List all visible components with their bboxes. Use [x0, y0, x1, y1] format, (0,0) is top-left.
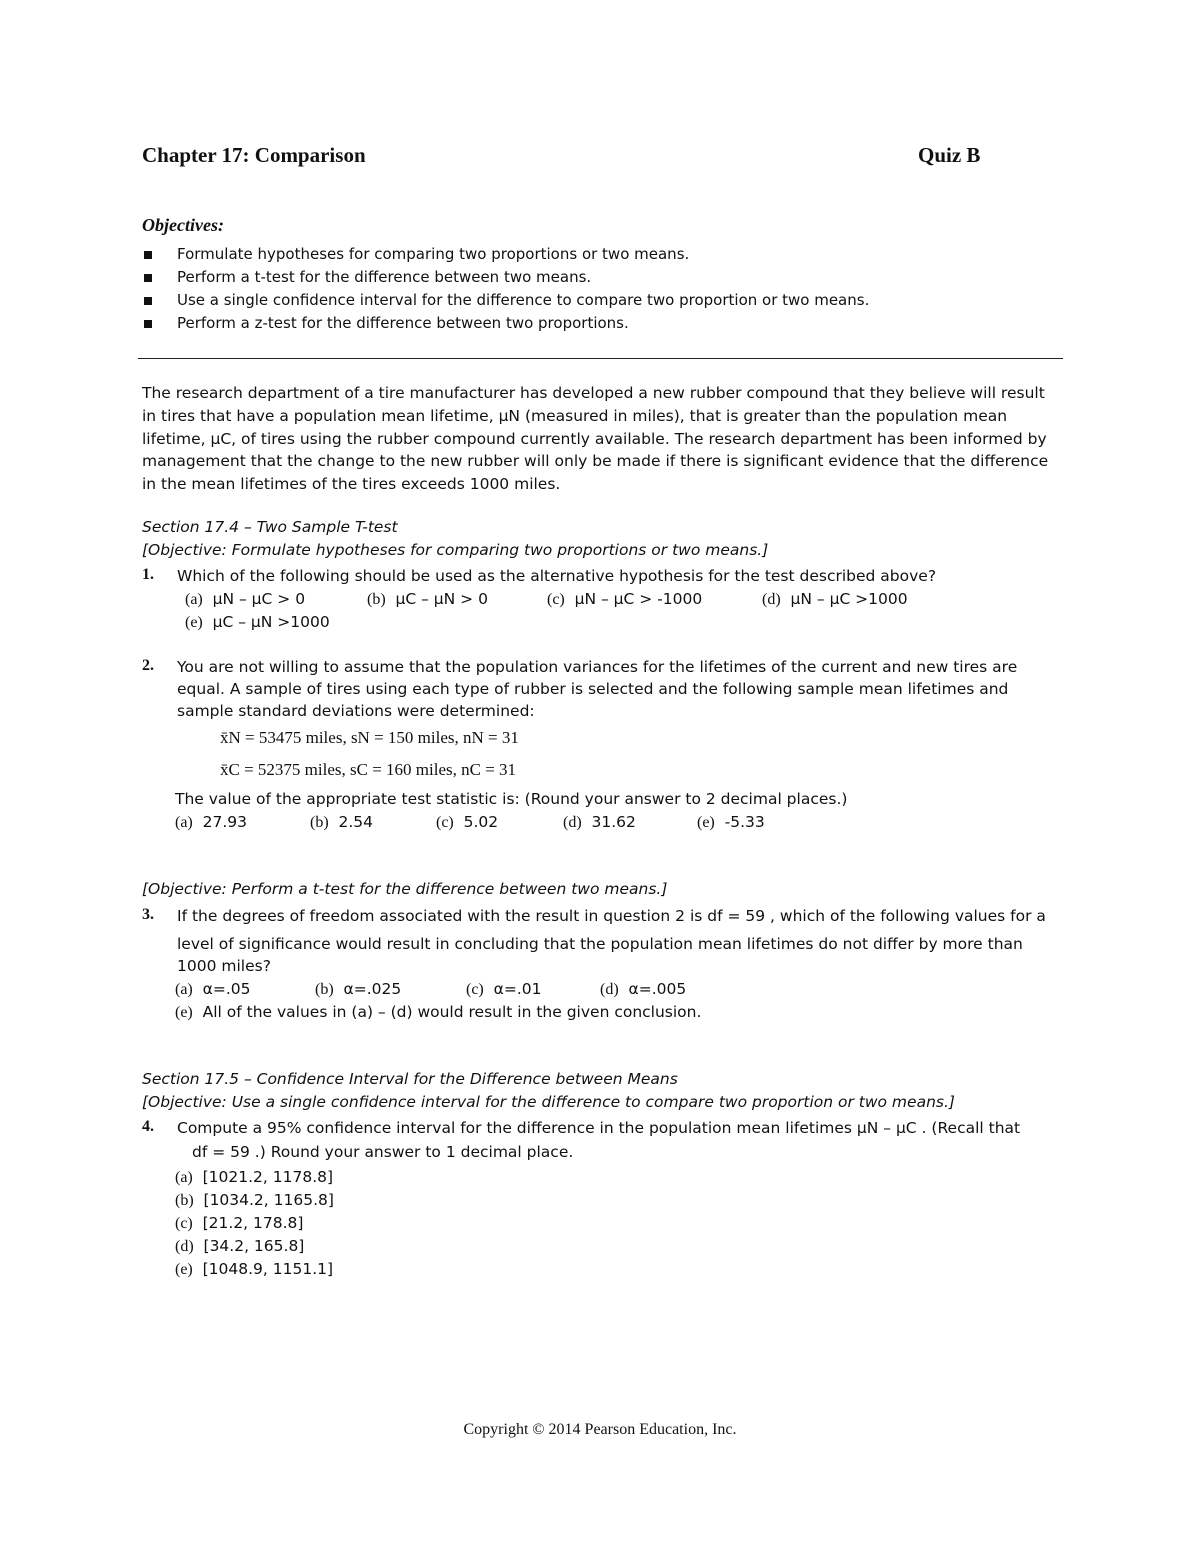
section-objective: [Objective: Perform a t-test for the difference between two means.]: [142, 880, 668, 898]
objective-item: Formulate hypotheses for comparing two proportions or two means.: [177, 245, 689, 263]
objectives-heading: Objectives:: [142, 215, 224, 235]
question-text: equal. A sample of tires using each type of rubber is selected and the following sample mean lifetimes and: [177, 680, 1009, 698]
section-title: Section 17.4 – Two Sample T-test: [142, 518, 398, 536]
question-text: df = 59 .) Round your answer to 1 decimal place.: [192, 1143, 574, 1161]
section-objective: [Objective: Use a single confidence interval for the difference to compare two proportion or two means.]: [142, 1093, 955, 1111]
question-number: 3.: [142, 906, 154, 923]
bullet-icon: [144, 251, 152, 259]
answer-option: (c) μN – μC > -1000: [547, 590, 703, 608]
question-text: Which of the following should be used as the alternative hypothesis for the test described above?: [177, 567, 937, 585]
answer-option: (d) μN – μC >1000: [762, 590, 908, 608]
sample-stats-new: x̄N = 53475 miles, sN = 150 miles, nN = 31: [220, 728, 519, 747]
bullet-icon: [144, 274, 152, 282]
section-title: Section 17.5 – Confidence Interval for the Difference between Means: [142, 1070, 678, 1088]
chapter-title: Chapter 17: Comparison: [142, 143, 366, 167]
answer-option: (c) [21.2, 178.8]: [175, 1214, 304, 1232]
question-text: If the degrees of freedom associated with the result in question 2 is df = 59 , which of the following values for a: [177, 907, 1046, 925]
bullet-icon: [144, 320, 152, 328]
answer-option: (b) 2.54: [310, 813, 374, 831]
answer-option: (b) α=.025: [315, 980, 402, 998]
answer-option: (c) α=.01: [466, 980, 542, 998]
answer-option: (d) [34.2, 165.8]: [175, 1237, 305, 1255]
question-text: 1000 miles?: [177, 957, 271, 975]
answer-option: (a) [1021.2, 1178.8]: [175, 1168, 334, 1186]
question-text: Compute a 95% confidence interval for the difference in the population mean lifetimes μN – μC . (Recall that: [177, 1119, 1021, 1137]
question-text: level of significance would result in concluding that the population mean lifetimes do not differ by more than: [177, 935, 1023, 953]
answer-option: (d) 31.62: [563, 813, 636, 831]
section-objective: [Objective: Formulate hypotheses for comparing two proportions or two means.]: [142, 541, 769, 559]
sample-stats-current: x̄C = 52375 miles, sC = 160 miles, nC = 31: [220, 760, 517, 779]
quiz-label: Quiz B: [918, 143, 981, 167]
intro-paragraph: The research department of a tire manufacturer has developed a new rubber compound that they believe will result in tires that have a population mean lifetime, μN (measured in miles), that is greater than the population mean lifetime, μC, of tires using the rubber compound currently available. The research department has been informed by management that the change to the new rubber will only be made if there is significant evidence that the difference in the mean lifetimes of the tires exceeds 1000 miles.: [142, 384, 1049, 494]
answer-option: (b) μC – μN > 0: [367, 590, 488, 608]
objective-item: Use a single confidence interval for the difference to compare two proportion or two means.: [177, 291, 869, 309]
copyright-footer: Copyright © 2014 Pearson Education, Inc.: [463, 1421, 737, 1438]
answer-option: (a) α=.05: [175, 980, 251, 998]
question-prompt: The value of the appropriate test statistic is: (Round your answer to 2 decimal places.): [175, 790, 848, 808]
section-divider: [138, 358, 1063, 359]
objective-item: Perform a z-test for the difference between two proportions.: [177, 314, 629, 332]
answer-option: (e) μC – μN >1000: [185, 613, 330, 631]
question-number: 1.: [142, 566, 154, 583]
answer-option: (a) 27.93: [175, 813, 247, 831]
answer-option: (e) [1048.9, 1151.1]: [175, 1260, 334, 1278]
answer-option: (b) [1034.2, 1165.8]: [175, 1191, 334, 1209]
question-number: 2.: [142, 657, 154, 674]
answer-option: (d) α=.005: [600, 980, 687, 998]
objective-item: Perform a t-test for the difference between two means.: [177, 268, 591, 286]
question-text: You are not willing to assume that the population variances for the lifetimes of the current and new tires are: [177, 658, 1018, 676]
answer-option: (e) -5.33: [697, 813, 765, 831]
question-text: sample standard deviations were determined:: [177, 702, 535, 720]
answer-option: (e) All of the values in (a) – (d) would result in the given conclusion.: [175, 1003, 702, 1021]
answer-option: (c) 5.02: [436, 813, 499, 831]
answer-option: (a) μN – μC > 0: [185, 590, 306, 608]
bullet-icon: [144, 297, 152, 305]
question-number: 4.: [142, 1118, 154, 1135]
